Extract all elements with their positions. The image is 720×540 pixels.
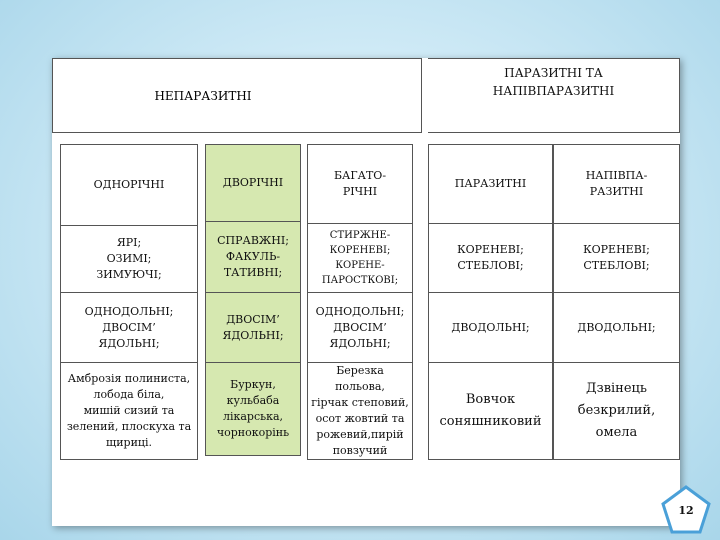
column-perennial [307, 144, 413, 460]
cell-line: БАГАТО- [333, 169, 387, 182]
cell-line: СТЕБЛОВІ; [457, 259, 524, 272]
cell-line: ЯДОЛЬНІ; [329, 336, 391, 350]
cell-line: Амброзія полиниста, [67, 372, 191, 385]
column-annual [60, 144, 198, 460]
cell-line: лікарська, [222, 410, 284, 423]
cell-class [429, 292, 552, 362]
cell-line: Дзвінець [586, 381, 647, 396]
cell-type [61, 145, 197, 225]
cell-line: КОРЕНЕВІ; [329, 245, 391, 256]
column-semiparasitic [553, 144, 680, 460]
cell-line: ОЗИМІ; [106, 252, 152, 265]
cell-line: ЯДОЛЬНІ; [98, 336, 160, 350]
cell-line: ТАТИВНІ; [223, 266, 283, 279]
cell-examples [429, 362, 552, 459]
cell-season [61, 225, 197, 292]
cell-line: ДВОДОЛЬНІ; [451, 320, 530, 334]
cell-line: чорнокорінь [216, 426, 290, 439]
cell-line: СТИРЖНЕ- [329, 230, 391, 241]
cell-class [61, 292, 197, 362]
cell-line: гірчак степовий, [311, 396, 409, 409]
cell-line: ДВОДОЛЬНІ; [577, 320, 656, 334]
cell-class [554, 292, 679, 362]
cell-line: РІЧНІ [342, 185, 378, 198]
cell-line: ОДНОДОЛЬНІ; [84, 304, 174, 318]
cell-line: ЯДОЛЬНІ; [222, 328, 284, 342]
cell-line: КОРЕНЕВІ; [457, 243, 524, 256]
cell-line: осот жовтий та [315, 412, 405, 425]
cell-class [308, 292, 412, 362]
cell-line: ОДНОРІЧНІ [93, 178, 165, 191]
cell-season [206, 221, 300, 292]
cell-line: ДВОСІМ’ [333, 320, 387, 334]
cell-type [429, 145, 552, 223]
cell-examples [308, 362, 412, 459]
cell-examples [554, 362, 679, 459]
cell-line: КОРЕНЕ- [335, 260, 385, 271]
cell-line: ЯРІ; [116, 236, 142, 249]
header-parasitic [428, 58, 680, 133]
cell-type [554, 145, 679, 223]
cell-line: ЗИМУЮЧІ; [96, 268, 162, 281]
cell-line: мишій сизий та [83, 404, 175, 417]
cell-examples [206, 362, 300, 455]
cell-class [206, 292, 300, 362]
cell-line: лобода біла, [93, 388, 165, 401]
cell-examples [61, 362, 197, 459]
cell-line: ДВОСІМ’ [226, 312, 280, 326]
cell-line: СПРАВЖНІ; [217, 234, 289, 247]
cell-line: Буркун, [230, 378, 276, 391]
header-parasitic-line2: НАПІВПАРАЗИТНІ [492, 84, 615, 98]
cell-line: рожевий,пирій [316, 428, 404, 441]
cell-type [206, 145, 300, 221]
cell-line: повзучий [332, 444, 388, 457]
cell-line: кульбаба [226, 394, 280, 407]
cell-line: Вовчок [465, 392, 516, 407]
cell-season [308, 223, 412, 292]
cell-line: безкрилий, омела [577, 403, 656, 440]
header-parasitic-label [428, 64, 679, 100]
cell-season [554, 223, 679, 292]
cell-line: зелений, плоскуха та [66, 420, 192, 433]
header-nonparasitic-label: НЕПАРАЗИТНІ [154, 89, 252, 103]
cell-line: ДВОРІЧНІ [222, 176, 284, 189]
cell-line: РАЗИТНІ [589, 185, 644, 198]
cell-line: Березка польова, [335, 364, 385, 393]
cell-line: ДВОСІМ’ [102, 320, 156, 334]
cell-line: ПАРОСТКОВІ; [321, 275, 399, 286]
cell-line: щириці. [105, 436, 152, 449]
header-parasitic-line1: ПАРАЗИТНІ ТА [504, 66, 603, 80]
column-biennial [205, 144, 301, 456]
cell-season [429, 223, 552, 292]
cell-line: СТЕБЛОВІ; [583, 259, 650, 272]
column-parasitic [428, 144, 553, 460]
cell-line: ПАРАЗИТНІ [454, 177, 527, 190]
header-nonparasitic [52, 58, 422, 133]
cell-line: НАПІВПА- [585, 169, 648, 182]
cell-type [308, 145, 412, 223]
cell-line: соняшниковий [439, 414, 542, 429]
cell-line: ФАКУЛЬ- [225, 250, 281, 263]
cell-line: КОРЕНЕВІ; [583, 243, 650, 256]
cell-line: ОДНОДОЛЬНІ; [315, 304, 405, 318]
page-number: 12 [678, 504, 694, 517]
